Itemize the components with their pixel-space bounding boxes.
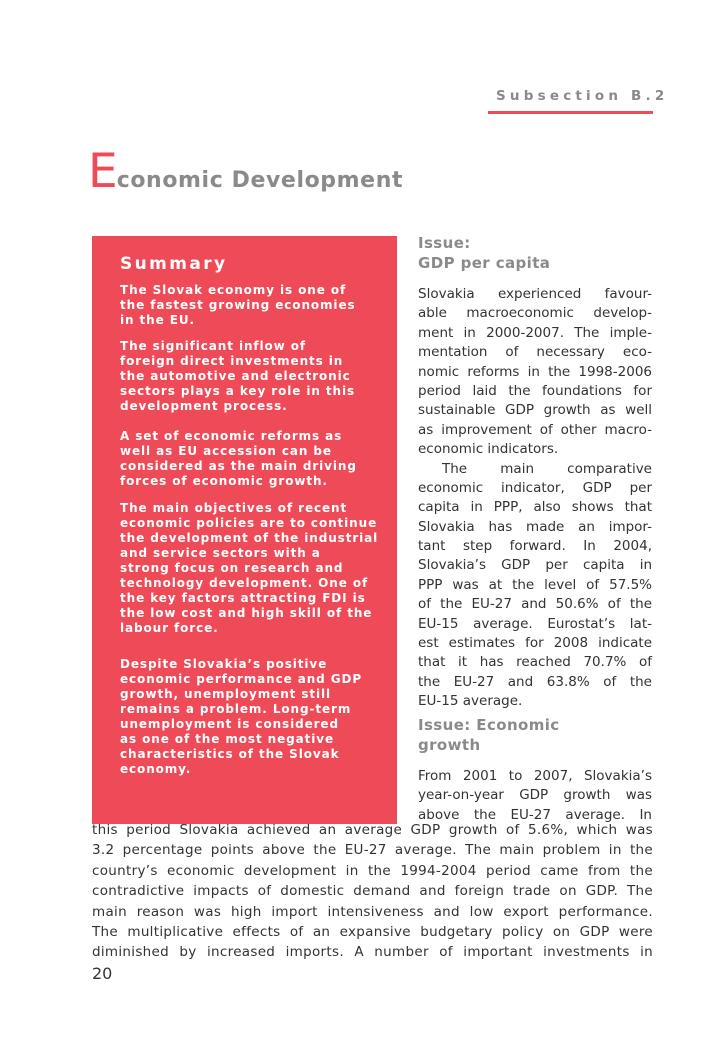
page-title xyxy=(88,144,404,199)
summary-line: foreign direct investments in xyxy=(120,354,344,368)
issue-gdp-body xyxy=(418,285,652,712)
summary-line: technology development. One of xyxy=(120,576,369,590)
summary-line: economic performance and GDP xyxy=(120,672,363,686)
summary-paragraph-3 xyxy=(120,429,357,489)
body-line: nomic reforms in the 1998-2006 xyxy=(418,363,652,380)
issue-growth-heading-line1: Issue: Economic xyxy=(418,716,560,734)
summary-paragraph-2 xyxy=(120,339,355,414)
summary-line: Despite Slovakia’s positive xyxy=(120,657,328,671)
body-line: From 2001 to 2007, Slovakia’s xyxy=(418,768,652,784)
summary-line: characteristics of the Slovak xyxy=(120,747,340,761)
body-line: The multiplicative effects of an expansive budgetary policy on GDP were xyxy=(92,923,653,940)
body-line: Slovakia experienced favour- xyxy=(418,286,652,302)
summary-line: The Slovak economy is one of xyxy=(120,283,347,297)
summary-line: economic policies are to continue xyxy=(120,516,378,530)
summary-line: The main objectives of recent xyxy=(120,501,348,515)
body-line: able macroeconomic develop- xyxy=(418,305,652,322)
body-line: diminished by increased imports. A number of important investments in xyxy=(92,944,653,961)
summary-line: the automotive and electronic xyxy=(120,369,351,383)
summary-line: as one of the most negative xyxy=(120,732,335,746)
body-line: sustainable GDP growth as well xyxy=(418,402,652,419)
summary-line: labour force. xyxy=(120,621,219,635)
header-rule xyxy=(488,111,653,114)
body-line: The main comparative xyxy=(442,460,652,477)
summary-line: the low cost and high skill of the xyxy=(120,606,373,620)
summary-line: A set of economic reforms as xyxy=(120,429,343,443)
body-line: contradictive impacts of domestic demand and foreign trade on GDP. The xyxy=(92,883,653,900)
issue-gdp-heading-line2: GDP per capita xyxy=(418,254,551,272)
body-line: country’s economic development in the 1994-2004 period came from the xyxy=(92,862,653,879)
subsection-label: Subsection B.2 xyxy=(496,88,669,104)
body-line: capita in PPP, also shows that xyxy=(418,499,652,516)
body-line: this period Slovakia achieved an average GDP growth of 5.6%, which was xyxy=(92,822,653,838)
body-line: PPP was at the level of 57.5% xyxy=(418,576,652,593)
body-line: as improvement of other macro- xyxy=(418,421,652,438)
summary-line: considered as the main driving xyxy=(120,459,357,473)
body-line: EU-15 average. Eurostat’s lat- xyxy=(418,615,652,632)
summary-line: unemployment is considered xyxy=(120,717,339,731)
body-wide-paragraph xyxy=(92,820,653,963)
body-line: tant step forward. In 2004, xyxy=(418,538,652,555)
body-line: est estimates for 2008 indicate xyxy=(418,635,652,652)
body-line: of the EU-27 and 50.6% of the xyxy=(418,596,652,613)
body-line: Slovakia has made an impor- xyxy=(418,518,652,535)
issue-growth-body xyxy=(418,767,652,825)
body-line: EU-15 average. xyxy=(418,693,523,710)
title-rest: conomic Development xyxy=(116,168,404,193)
summary-line: remains a problem. Long-term xyxy=(120,702,352,716)
summary-line: the development of the industrial xyxy=(120,531,379,545)
body-line: Slovakia’s GDP per capita in xyxy=(418,557,652,574)
summary-line: growth, unemployment still xyxy=(120,687,332,701)
body-line: main reason was high import intensiveness and low export performance. xyxy=(92,903,653,920)
body-line: mentation of necessary eco- xyxy=(418,344,652,361)
summary-paragraph-1 xyxy=(120,283,356,328)
body-line: the EU-27 and 63.8% of the xyxy=(418,673,652,690)
summary-line: the fastest growing economies xyxy=(120,298,356,312)
summary-line: the key factors attracting FDI is xyxy=(120,591,366,605)
issue-gdp-heading xyxy=(418,233,550,273)
summary-line: and service sectors with a xyxy=(120,546,321,560)
body-line: economic indicator, GDP per xyxy=(418,479,652,496)
issue-growth-heading xyxy=(418,715,560,755)
summary-line: strong focus on research and xyxy=(120,561,344,575)
body-line: 3.2 percentage points above the EU-27 average. The main problem in the xyxy=(92,842,653,859)
title-initial: E xyxy=(88,144,117,199)
body-line: period laid the foundations for xyxy=(418,382,652,399)
summary-line: The significant inflow of xyxy=(120,339,307,353)
page-number: 20 xyxy=(92,964,113,983)
summary-paragraph-5 xyxy=(120,657,362,777)
summary-line: in the EU. xyxy=(120,313,195,327)
summary-line: economy. xyxy=(120,762,192,776)
summary-line: development process. xyxy=(120,399,288,413)
body-line: ment in 2000-2007. The imple- xyxy=(418,324,652,341)
body-line: year-on-year GDP growth was xyxy=(418,787,652,804)
summary-line: forces of economic growth. xyxy=(120,474,328,488)
summary-paragraph-4 xyxy=(120,501,378,636)
summary-line: well as EU accession can be xyxy=(120,444,332,458)
body-line: above the EU-27 average. In xyxy=(418,806,652,823)
issue-gdp-heading-line1: Issue: xyxy=(418,234,471,252)
body-line: economic indicators. xyxy=(418,441,559,458)
issue-growth-heading-line2: growth xyxy=(418,736,481,754)
summary-heading: Summary xyxy=(120,254,228,274)
body-line: that it has reached 70.7% of xyxy=(418,654,652,671)
summary-line: sectors plays a key role in this xyxy=(120,384,356,398)
